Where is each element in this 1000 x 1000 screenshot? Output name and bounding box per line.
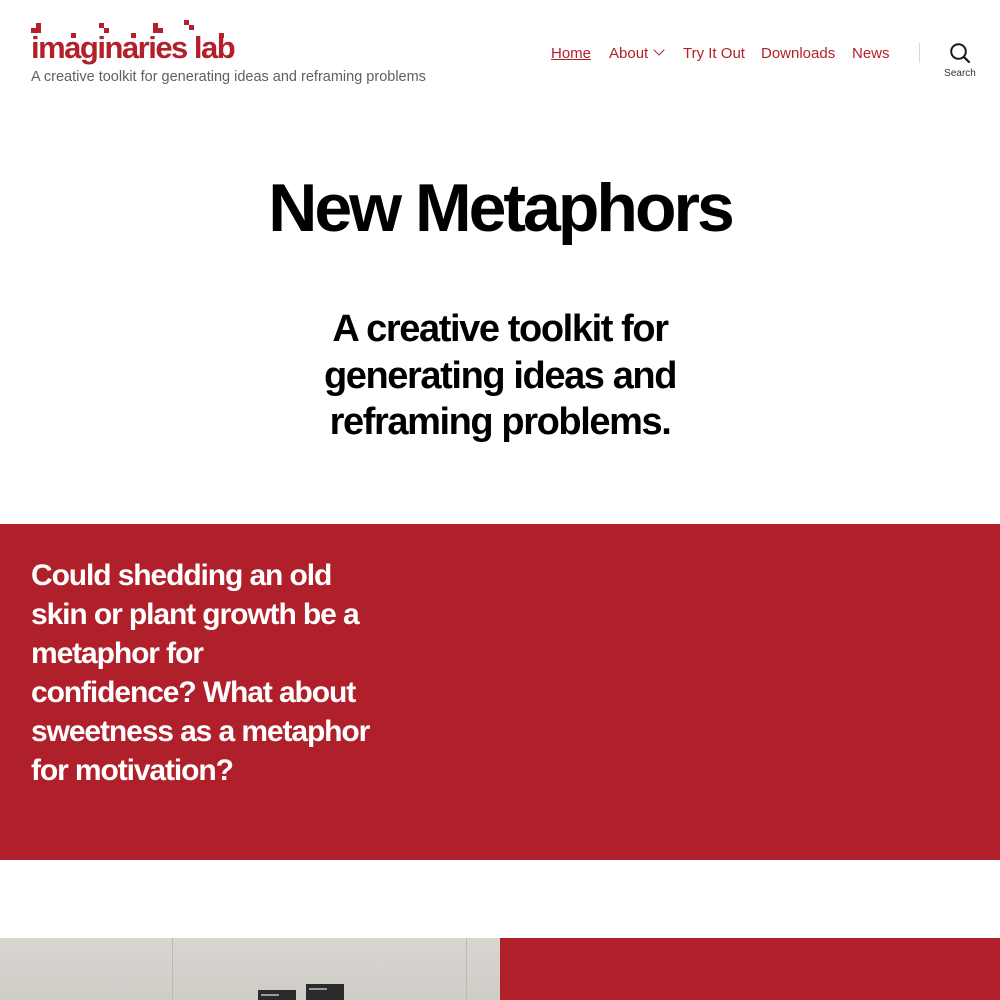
nav-item-about-label: About: [609, 45, 649, 62]
chevron-down-icon: [654, 44, 665, 55]
nav-item-news[interactable]: News: [852, 45, 890, 62]
toolkit-photo: [0, 938, 500, 1000]
nav-item-home[interactable]: Home: [551, 45, 592, 62]
nav-divider: [919, 43, 920, 63]
site-logo[interactable]: [31, 20, 235, 65]
nav-item-downloads[interactable]: Downloads: [761, 45, 836, 62]
photo-detail: [172, 938, 173, 1000]
search-label: Search: [944, 68, 976, 79]
metaphor-question-band: [0, 524, 1000, 860]
nav-item-about[interactable]: [609, 44, 663, 64]
site-tagline: A creative toolkit for generating ideas and reframing problems: [31, 69, 426, 85]
nav-item-try-it-out[interactable]: Try It Out: [683, 45, 745, 62]
photo-card: [306, 984, 344, 1000]
metaphor-question-text: Could shedding an old skin or plant growth be a metaphor for confidence? What about sweetness as a metaphor for motivation?: [31, 559, 370, 787]
page-subtitle: A creative toolkit for generating ideas and reframing problems.: [323, 308, 677, 443]
site-header: [0, 0, 1000, 120]
search-icon: [949, 42, 971, 64]
photo-card: [258, 990, 296, 1000]
red-color-block: [500, 938, 1000, 1000]
page-title: New Metaphors: [268, 170, 732, 246]
photo-detail: [466, 938, 467, 1000]
search-button[interactable]: [938, 42, 982, 82]
logo-text: imaginaries lab: [31, 30, 235, 65]
